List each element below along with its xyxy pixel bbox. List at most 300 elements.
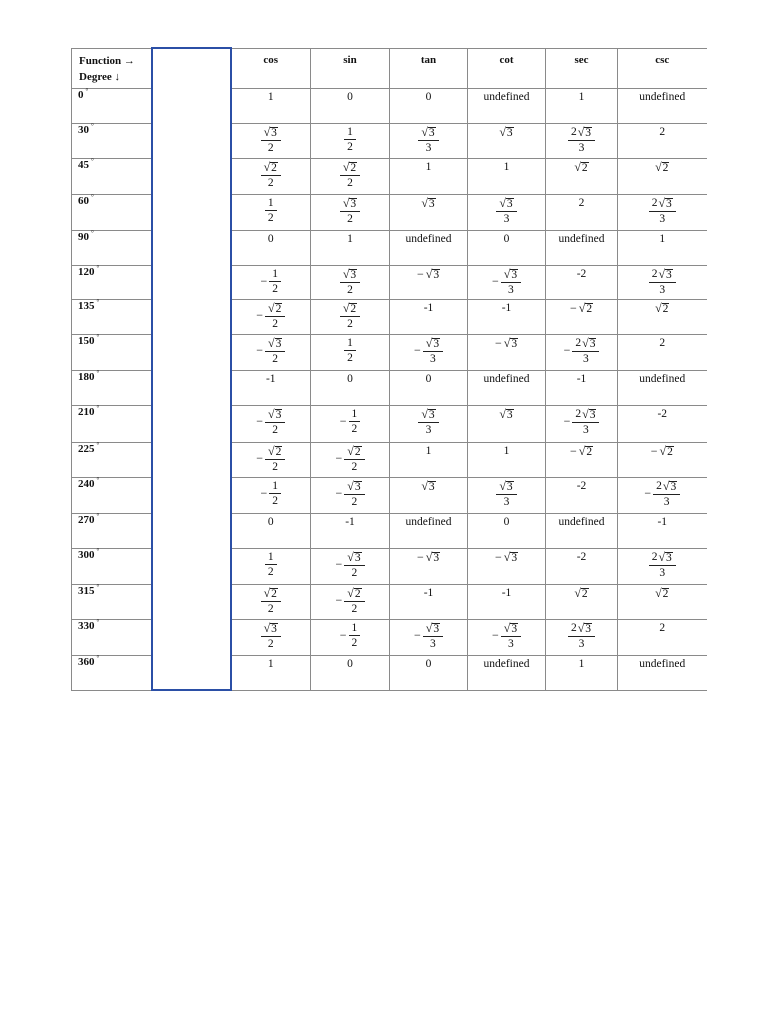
cot-value-cell <box>468 619 546 655</box>
radical: √ 3 <box>425 266 440 281</box>
cos-value <box>261 587 281 615</box>
sec-value: − √ 2 <box>569 300 593 315</box>
fraction: √ 3 3 <box>496 197 516 225</box>
radical: √ 2 <box>659 443 673 458</box>
sin-value-cell <box>311 548 390 584</box>
cos-value: − √ 3 2 <box>256 408 285 436</box>
tan-value <box>421 480 435 493</box>
degree-cell <box>72 548 152 584</box>
tan-value-cell <box>390 655 468 690</box>
degree-cell <box>72 265 152 299</box>
radical: √ 3 <box>658 195 672 210</box>
tan-value-cell <box>390 548 468 584</box>
cos-value: 0 <box>267 232 274 245</box>
cos-value <box>261 161 281 189</box>
degree-symbol: ° <box>96 332 100 341</box>
sin-value: 0 <box>347 657 353 670</box>
fraction: √ 3 2 <box>265 408 285 436</box>
cos-value: − √ 2 2 <box>256 445 285 473</box>
radical: √ 2 <box>655 585 669 600</box>
csc-value-cell <box>618 194 707 230</box>
sec-value: − √ 2 <box>569 443 593 458</box>
tan-value: undefined <box>405 232 452 245</box>
fraction: 2 √ 3 3 <box>568 126 595 154</box>
tan-value: − √ 3 <box>416 266 440 281</box>
degree-cell <box>72 230 152 265</box>
cos-value <box>265 197 277 224</box>
radical: √ 3 <box>267 335 282 350</box>
fraction: √ 2 2 <box>340 302 360 330</box>
tan-value: 1 <box>425 444 432 457</box>
sec-value <box>574 161 588 174</box>
degree-cell <box>72 619 152 655</box>
degree-symbol: ° <box>96 368 100 377</box>
sec-value: -2 <box>576 550 587 563</box>
fraction: 2 √ 3 3 <box>572 337 599 365</box>
degree-value: 225 <box>78 442 95 455</box>
sec-value <box>568 622 595 650</box>
radical: √ 2 <box>267 443 282 458</box>
fraction: 2 √ 3 3 <box>568 622 595 650</box>
cot-value: 1 <box>503 160 510 173</box>
sin-value: − √ 2 2 <box>335 587 364 615</box>
radical: √ 2 <box>342 300 357 315</box>
tan-value-cell <box>390 194 468 230</box>
fraction: √ 2 2 <box>344 587 364 615</box>
trig-values-table <box>71 47 707 691</box>
fraction: √ 3 2 <box>344 551 364 579</box>
cot-value-cell <box>468 123 546 158</box>
radical: √ 2 <box>342 159 357 174</box>
fraction: 2 √ 3 3 <box>649 268 676 296</box>
radical: √ 3 <box>347 549 361 564</box>
sin-value-cell <box>311 442 390 477</box>
cot-value-cell <box>468 265 546 299</box>
degree-cell <box>72 477 152 513</box>
tan-value <box>421 197 435 210</box>
degree-symbol: ° <box>91 228 94 237</box>
radical: √ 3 <box>499 195 513 210</box>
cot-value: undefined <box>483 372 530 385</box>
blank-column <box>152 48 231 690</box>
degree-value: 135 <box>78 299 95 312</box>
sec-value-cell <box>546 123 618 158</box>
tan-value-cell <box>390 158 468 194</box>
fraction: √ 2 2 <box>265 302 285 330</box>
cos-value-cell <box>231 477 311 513</box>
degree-cell <box>72 334 152 370</box>
sec-value: 1 <box>578 90 585 103</box>
radical: √ 3 <box>421 406 435 421</box>
cos-value: 1 <box>267 657 274 670</box>
degree-cell <box>72 513 152 548</box>
degree-symbol: ° <box>85 86 89 95</box>
cos-value-cell <box>231 88 311 123</box>
sec-value: undefined <box>558 232 605 245</box>
radical: √ 3 <box>342 266 357 281</box>
tan-value-cell <box>390 584 468 619</box>
sec-value: − 2 √ 3 3 <box>564 337 600 365</box>
degree-cell <box>72 655 152 690</box>
tan-value: − √ 3 <box>416 549 440 564</box>
csc-value <box>649 551 676 579</box>
cot-value: − √ 3 3 <box>492 268 521 296</box>
radical: √ 2 <box>578 443 593 458</box>
radical: √ 2 <box>655 159 669 174</box>
cos-value <box>261 622 281 650</box>
sin-value-cell <box>311 88 390 123</box>
tan-value-cell <box>390 230 468 265</box>
degree-value: 270 <box>78 513 95 526</box>
cos-value-cell <box>231 405 311 442</box>
fraction: √ 3 3 <box>501 268 521 296</box>
radical: √ 3 <box>499 124 513 139</box>
cos-value: − $\frac{1}{2}$ <box>260 480 281 507</box>
header-tan: tan <box>390 48 468 88</box>
tan-value: undefined <box>405 515 452 528</box>
corner-header-cell <box>72 48 152 88</box>
sin-value: − √ 3 2 <box>335 480 364 508</box>
cot-value: − √ 3 <box>494 549 518 564</box>
cos-value-cell <box>231 299 311 334</box>
degree-value: 210 <box>78 405 95 418</box>
radical: √ 3 <box>503 620 518 635</box>
cos-value-cell <box>231 194 311 230</box>
degree-symbol: ° <box>96 440 100 449</box>
sec-value-cell <box>546 477 618 513</box>
radical: √ 3 <box>263 124 277 139</box>
fraction: $\frac{1}{2}$ <box>269 268 281 295</box>
radical: √ 3 <box>421 195 435 210</box>
csc-value: − 2 √ 3 3 <box>644 480 680 508</box>
radical: √ 3 <box>503 335 518 350</box>
cot-value: − √ 3 <box>494 335 518 350</box>
radical: √ 2 <box>655 300 669 315</box>
sin-value-cell <box>311 158 390 194</box>
tan-value-cell <box>390 88 468 123</box>
csc-value <box>649 268 676 296</box>
header-cot: cot <box>468 48 546 88</box>
degree-value: 315 <box>78 584 95 597</box>
csc-value-cell <box>618 513 707 548</box>
csc-value-cell <box>618 299 707 334</box>
csc-value-cell <box>618 158 707 194</box>
cot-value: undefined <box>483 90 530 103</box>
fraction: 2 √ 3 3 <box>572 408 599 436</box>
radical: √ 2 <box>263 159 277 174</box>
cos-value-cell <box>231 334 311 370</box>
fraction: $\frac{1}{2}$ <box>269 480 281 507</box>
tan-value <box>418 126 438 154</box>
degree-symbol: ° <box>96 297 100 306</box>
fraction: √ 2 2 <box>340 161 360 189</box>
degree-cell <box>72 194 152 230</box>
csc-value <box>655 587 669 600</box>
cot-value: undefined <box>483 657 530 670</box>
radical: √ 3 <box>577 620 592 635</box>
degree-value: 180 <box>78 370 95 383</box>
cot-value-cell <box>468 194 546 230</box>
cos-value: − √ 3 2 <box>256 337 285 365</box>
cos-value-cell <box>231 584 311 619</box>
sin-value-cell <box>311 619 390 655</box>
degree-cell <box>72 158 152 194</box>
cos-value-cell <box>231 655 311 690</box>
radical: √ 3 <box>342 195 357 210</box>
cos-value: -1 <box>265 372 276 385</box>
fraction: √ 3 2 <box>265 337 285 365</box>
radical: √ 2 <box>267 300 282 315</box>
degree-value: 360 <box>78 655 95 668</box>
sin-value <box>340 302 360 330</box>
cot-value-cell <box>468 584 546 619</box>
cos-value: − √ 2 2 <box>256 302 285 330</box>
sin-value-cell <box>311 370 390 405</box>
radical: √ 3 <box>503 266 518 281</box>
fraction: √ 2 2 <box>261 587 281 615</box>
sec-value: − 2 √ 3 3 <box>564 408 600 436</box>
csc-value: − √ 2 <box>650 443 673 458</box>
csc-value <box>655 161 669 174</box>
radical: √ 3 <box>577 124 592 139</box>
degree-value: 240 <box>78 477 95 490</box>
sin-value-cell <box>311 513 390 548</box>
radical: √ 3 <box>263 620 277 635</box>
sin-value: − $\frac{1}{2}$ <box>340 408 361 435</box>
csc-value-cell <box>618 405 707 442</box>
csc-value: undefined <box>639 90 686 103</box>
sin-value: 0 <box>347 90 353 103</box>
sin-value <box>344 126 356 153</box>
sin-value: -1 <box>345 515 355 528</box>
fraction: √ 2 2 <box>261 161 281 189</box>
csc-value-cell <box>618 370 707 405</box>
cot-value: -1 <box>501 586 512 599</box>
radical: √ 3 <box>267 406 282 421</box>
cos-value: 0 <box>267 515 274 528</box>
csc-value-cell <box>618 477 707 513</box>
cot-value-cell <box>468 230 546 265</box>
degree-symbol: ° <box>96 511 100 520</box>
degree-value: 30 <box>78 123 89 136</box>
sin-value: − √ 3 2 <box>335 551 364 579</box>
csc-value-cell <box>618 655 707 690</box>
sec-value: -1 <box>576 372 587 385</box>
sec-value-cell <box>546 265 618 299</box>
fraction: √ 3 3 <box>418 126 438 154</box>
csc-value: 2 <box>659 336 666 349</box>
sin-value: − √ 2 2 <box>335 445 364 473</box>
sin-value: − $\frac{1}{2}$ <box>340 622 361 649</box>
radical: √ 2 <box>578 300 593 315</box>
cos-value-cell <box>231 513 311 548</box>
tan-value: 1 <box>425 160 432 173</box>
fraction: √ 3 3 <box>501 622 521 650</box>
tan-value-cell <box>390 299 468 334</box>
degree-value: 90 <box>78 230 89 243</box>
tan-value: 0 <box>425 90 432 103</box>
radical: √ 3 <box>425 549 440 564</box>
csc-value: 2 <box>659 125 666 138</box>
radical: √ 2 <box>574 585 588 600</box>
sec-value-cell <box>546 88 618 123</box>
fraction: 2 √ 3 3 <box>653 480 680 508</box>
degree-value: 330 <box>78 619 95 632</box>
fraction: $\frac{1}{2}$ <box>349 408 361 435</box>
fraction: √ 3 2 <box>261 622 281 650</box>
csc-value: -2 <box>657 407 668 420</box>
csc-value-cell <box>618 334 707 370</box>
degree-value: 60 <box>78 194 89 207</box>
sec-value-cell <box>546 370 618 405</box>
cos-value: − $\frac{1}{2}$ <box>260 268 281 295</box>
fraction: √ 3 3 <box>423 337 443 365</box>
csc-value-cell <box>618 548 707 584</box>
sec-value: -2 <box>576 267 587 280</box>
csc-value-cell <box>618 230 707 265</box>
cos-value-cell <box>231 158 311 194</box>
tan-value <box>418 408 438 436</box>
fraction: √ 2 2 <box>265 445 285 473</box>
cos-value-cell <box>231 548 311 584</box>
radical: √ 3 <box>421 478 435 493</box>
sec-value: undefined <box>558 515 605 528</box>
cot-value-cell <box>468 88 546 123</box>
radical: √ 3 <box>658 549 672 564</box>
radical: √ 3 <box>421 124 435 139</box>
degree-symbol: ° <box>96 653 100 662</box>
sec-value: -2 <box>576 479 587 492</box>
degree-symbol: ° <box>91 121 94 130</box>
cos-value: 1 <box>267 90 274 103</box>
sec-value-cell <box>546 584 618 619</box>
cot-value-cell <box>468 477 546 513</box>
radical: √ 2 <box>347 585 361 600</box>
sec-value-cell <box>546 548 618 584</box>
csc-value-cell <box>618 442 707 477</box>
sin-value-cell <box>311 584 390 619</box>
degree-symbol: ° <box>96 475 100 484</box>
degree-cell <box>72 88 152 123</box>
tan-value-cell <box>390 513 468 548</box>
sec-value: 1 <box>578 657 585 670</box>
sin-value-cell <box>311 194 390 230</box>
degree-symbol: ° <box>91 156 94 165</box>
csc-value-cell <box>618 619 707 655</box>
cot-value-cell <box>468 405 546 442</box>
csc-value: 1 <box>659 232 666 245</box>
sec-value-cell <box>546 405 618 442</box>
cot-value-cell <box>468 513 546 548</box>
cot-value-cell <box>468 548 546 584</box>
csc-value-cell <box>618 584 707 619</box>
radical: √ 2 <box>263 585 277 600</box>
cos-value-cell <box>231 442 311 477</box>
cot-value-cell <box>468 299 546 334</box>
sec-value-cell <box>546 158 618 194</box>
header-csc: csc <box>618 48 707 88</box>
csc-value <box>655 302 669 315</box>
fraction: 2 √ 3 3 <box>649 197 676 225</box>
fraction: √ 3 3 <box>418 408 438 436</box>
cot-value-cell <box>468 158 546 194</box>
sin-value <box>344 337 356 364</box>
fraction: √ 2 2 <box>344 445 364 473</box>
radical: √ 2 <box>574 159 588 174</box>
degree-symbol: ° <box>96 403 100 412</box>
degree-cell <box>72 405 152 442</box>
degree-symbol: ° <box>96 546 100 555</box>
sin-value <box>340 161 360 189</box>
fraction: $\frac{1}{2}$ <box>265 551 277 578</box>
sin-value <box>340 197 360 225</box>
sec-value <box>574 587 588 600</box>
sec-value-cell <box>546 655 618 690</box>
function-label: Function → <box>79 54 135 67</box>
sin-value: 0 <box>347 372 353 385</box>
tan-value-cell <box>390 405 468 442</box>
header-sec: sec <box>546 48 618 88</box>
tan-value: -1 <box>423 586 434 599</box>
sec-value-cell <box>546 334 618 370</box>
cot-value <box>496 197 516 225</box>
radical: √ 3 <box>658 266 672 281</box>
cos-value <box>261 126 281 154</box>
cot-value: -1 <box>501 301 512 314</box>
sin-value-cell <box>311 123 390 158</box>
sin-value <box>340 268 360 296</box>
fraction: $\frac{1}{2}$ <box>344 337 356 364</box>
csc-value: undefined <box>639 657 686 670</box>
tan-value-cell <box>390 370 468 405</box>
sin-value-cell <box>311 265 390 299</box>
tan-value: 0 <box>425 372 432 385</box>
radical: √ 3 <box>425 620 440 635</box>
radical: √ 3 <box>582 335 596 350</box>
sec-value-cell <box>546 194 618 230</box>
cos-value-cell <box>231 619 311 655</box>
sin-value-cell <box>311 334 390 370</box>
cot-value-cell <box>468 442 546 477</box>
tan-value-cell <box>390 442 468 477</box>
table-body <box>72 48 707 690</box>
radical: √ 3 <box>499 406 513 421</box>
degree-cell <box>72 584 152 619</box>
tan-value: − √ 3 3 <box>414 337 443 365</box>
sec-value-cell <box>546 299 618 334</box>
header-row <box>72 48 707 88</box>
cot-value-cell <box>468 655 546 690</box>
cot-value-cell <box>468 334 546 370</box>
tan-value-cell <box>390 334 468 370</box>
degree-value: 45 <box>78 158 89 171</box>
cot-value <box>499 126 513 139</box>
sin-value-cell <box>311 405 390 442</box>
fraction: √ 3 3 <box>496 480 516 508</box>
csc-value-cell <box>618 123 707 158</box>
radical: √ 3 <box>425 335 440 350</box>
sec-value-cell <box>546 513 618 548</box>
tan-value-cell <box>390 265 468 299</box>
cot-value: 1 <box>503 444 510 457</box>
radical: √ 3 <box>662 478 677 493</box>
cos-value-cell <box>231 230 311 265</box>
sec-value <box>568 126 595 154</box>
degree-label: Degree ↓ <box>79 70 121 83</box>
cos-value-cell <box>231 123 311 158</box>
radical: √ 3 <box>582 406 596 421</box>
tan-value-cell <box>390 619 468 655</box>
